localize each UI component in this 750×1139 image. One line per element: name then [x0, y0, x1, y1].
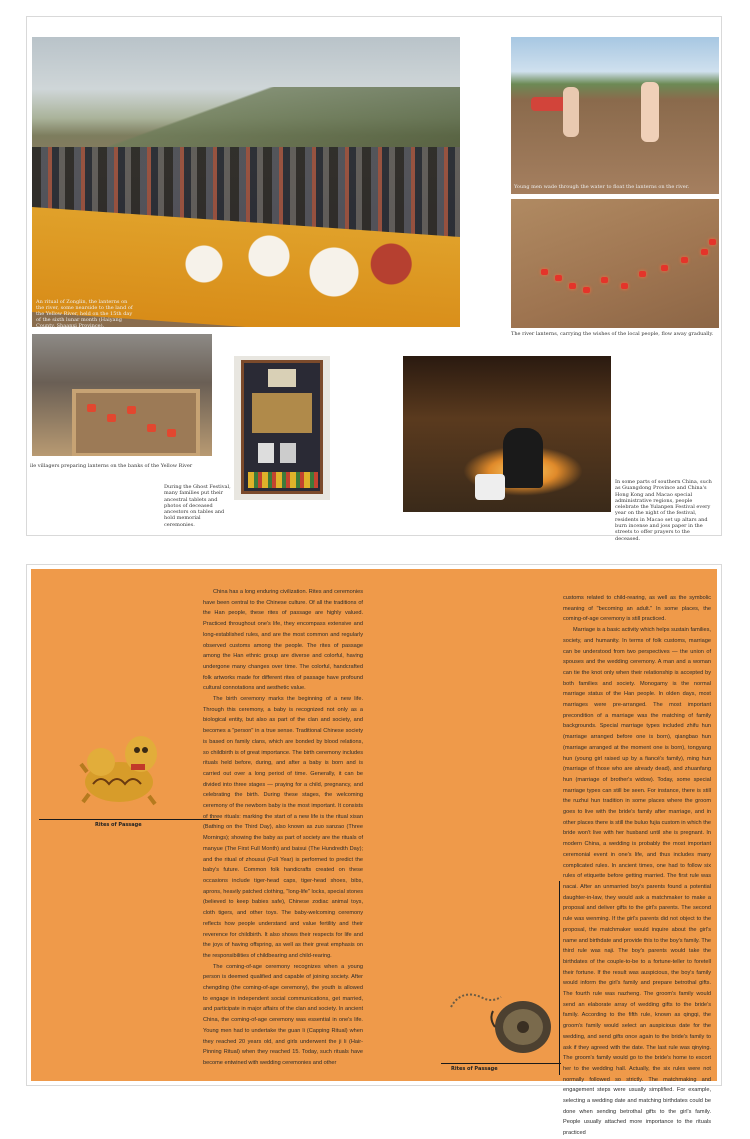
- lantern: [107, 414, 116, 422]
- paragraph: The coming-of-age ceremony recognizes when a young person is deemed qualified and capable of joining society. After chengding (the coming-of-age ceremony), the youth is allowed to engage in independent social communications, get married, and participate in major affairs of the clan and society. In ancient China, the coming-of-age ceremony was essential in one's life. Young men had to undertake the guan li (Capping Ritual) when they reached 20 years old, and girls underwent the ji li (Hair-Pinning Ritual) when they reached 15. Today, such rituals have become entwined with wedding ceremonies and other: [203, 963, 363, 1066]
- paragraph: The birth ceremony marks the beginning of a new life. Through this ceremony, a baby is recognized not only as a biological entity, but also as part of the clan and society, and becomes a "person" in a true sense. Traditional Chinese society is based on family clans, which are bonded by blood relations, so childbirth is of great importance. The birth ceremony includes rituals held before, during, and after a baby is born and is carried out over a long period of time. Generally, it can be divided into three stages — praying for a child, pregnancy, and celebrating the birth. During these stages, the welcoming ceremony of the newborn baby is the most important. It consists of three rituals: marking the start of a new life is the ritual xisan (Bathing on the Third Day), also known as zuo sanzao (Three Mornings); showing the baby as part of society are the rituals of manyue (The First Full Month) and baisui (The Hundredth Day); and the ritual of zhousui (Full Year) is performed to predict the baby's future. Common folk handicrafts created on these occasions include tiger-head caps, tiger-head shoes, bibs, aprons, heavily patched clothing, "long-life" locks, special stones (believed to keep babies safe), Chinese zodiac animal toys, cloth tigers, and other toys. The baby-welcoming ceremony reflects how people understand and value fertility and their reverence for childbirth. It also shows their respects for life and the joys of having offspring, as well as their great emphasis on the responsibilities of childbearing and child-rearing.: [203, 696, 363, 959]
- section-label-left: Rites of Passage: [95, 822, 142, 828]
- lantern: [601, 277, 608, 283]
- lantern: [167, 429, 176, 437]
- orange-page-background: [31, 569, 717, 1137]
- river-men-caption: Young men wade through the water to float the lanterns on the river.: [514, 184, 690, 190]
- lantern: [555, 275, 562, 281]
- lantern: [541, 269, 548, 275]
- lantern-ritual-photo: [32, 37, 460, 327]
- night-offering-photo: [403, 356, 611, 512]
- river-lanterns-caption: The river lanterns, carrying the wishes of the local people, flow away gradually.: [511, 331, 714, 337]
- kneeling-woman: [503, 428, 543, 488]
- shrine-cabinet: [241, 360, 323, 494]
- shrine-panel: [268, 369, 296, 387]
- lantern: [709, 239, 716, 245]
- section-rule-left: [39, 819, 219, 820]
- steamed-buns: [152, 232, 412, 312]
- lantern: [681, 257, 688, 263]
- mountain-shape: [32, 87, 460, 147]
- section-label-right: Rites of Passage: [451, 1066, 498, 1072]
- lantern: [147, 424, 156, 432]
- lantern: [621, 283, 628, 289]
- ancestor-portrait: [280, 443, 296, 463]
- lantern: [127, 406, 136, 414]
- villagers-caption: ile villagers preparing lanterns on the banks of the Yellow River: [30, 463, 193, 469]
- article-column-1: [203, 587, 363, 1069]
- lantern: [569, 283, 576, 289]
- photo-spread: [26, 16, 722, 542]
- longevity-lock-image: [441, 987, 553, 1057]
- wading-man: [563, 87, 579, 137]
- ancestor-portrait: [258, 443, 274, 463]
- ancestral-shrine-photo: [234, 356, 330, 500]
- lantern: [639, 271, 646, 277]
- river-men-photo: [511, 37, 719, 194]
- river-lanterns-photo: [511, 199, 719, 328]
- column-rule: [559, 881, 560, 1075]
- lantern-tray: [72, 389, 200, 456]
- lantern: [701, 249, 708, 255]
- text-spread: [26, 564, 722, 1137]
- offering-flowers: [248, 472, 318, 488]
- wading-man: [641, 82, 659, 142]
- ghost-festival-caption: During the Ghost Festival, many families put their ancestral tablets and photos of deceased ancestors on tables and hold memorial ceremonies.: [164, 484, 231, 528]
- paragraph: China has a long enduring civilization. Rites and ceremonies have been central to the Chinese culture. Of all the traditions of the Han people, these rites of passage are highly valued. Practiced throughout one's life, they encompass extensive and long-established rules, and are the most common and regularly observed customs among the people. The rites of passage among the Han ethnic group are diverse and colorful, having undergone many changes over time. The colorful, handcrafted folk artworks made for different rites of passage have profound cultural connotations and aesthetic value.: [203, 589, 363, 692]
- lantern: [583, 287, 590, 293]
- paragraph: customs related to child-rearing, as well as the symbolic meaning of "becoming an adult." In some places, the coming-of-age ceremony is still practiced.: [563, 595, 711, 623]
- cloth-tiger-toy-image: [79, 724, 161, 810]
- lantern: [87, 404, 96, 412]
- shrine-panel: [252, 393, 312, 433]
- paper-bag: [475, 474, 505, 500]
- villagers-photo: [32, 334, 212, 456]
- hungry-ghost-caption: In some parts of southern China, such as Guangdong Province and China's Hong Kong and Macao special administrative regions, people celebrate the Yulanpen Festival every year on the night of the festival, residents in Macao set up altars and burn incense and joss paper in the streets to offer prayers to the deceased.: [615, 479, 712, 542]
- lantern: [661, 265, 668, 271]
- section-rule-right: [441, 1063, 561, 1064]
- article-column-2: [563, 593, 711, 1139]
- main-photo-caption: An ritual of Zonglin, the lanterns on the river, some nearside to the land of the Yellow River, held on the 15th day of the sixth lunar month (Haiyang County, Shaanxi Province).: [36, 299, 133, 327]
- paragraph: Marriage is a basic activity which helps sustain families, society, and humanity. In terms of folk customs, marriage can be understood from two perspectives — the union of spouses and the wedding ceremony. A man and a woman can tie the knot only when their relationship is accepted by both families and society. Monogamy is the normal marriage status of the Han people. In olden days, most marriages were pre-arranged. The most important precondition of a marriage was the matching of family backgrounds. Special marriage types included zhifu hun (marriage arranged before one is born), qiangbao hun (marriage arranged at the moment one is born), tongyang hun (young girl raised up by a fiancé's family), ming hun (marriage of those who are already dead), and zhuanfang hun (marriage of brother's widow). Today, some special marriage types can still be seen. For instance, there is still the ruzhui hun tradition in some places where the groom goes to live with the bride's family after marriage, and in other places there is still the buluo fujia custom in which the bride won't live with her husband until she is pregnant. In modern China, a wedding is probably the most important ceremonial event in one's life, and thus includes many complicated rules. In ancient times, one had to follow six rules of etiquette before getting married. The first rule was nacai. After an unmarried boy's parents found a potential daughter-in-law, they would ask a matchmaker to make a proposal and deliver gifts to the girl's parents. The second rule was wenming. If the girl's parents did not object to the proposal, the matchmaker would inquire about the girl's name and birthdate and provide this to the boy's family. The third rule was naji. The boy's parents would take the birthdates of the couple-to-be to a fortune-teller to foretell their fortune. If the result was auspicious, the boy's family would inform the girl's family and prepare betrothal gifts. The fourth rule was nazheng. The groom's family would send an elaborate array of wedding gifts to the bride's family. According to the fifth rule, known as qingqi, the groom's family would select an auspicious date for the wedding, and send gifts once again to the bride's family to ask if they agreed with the date. The last rule was qinying. The groom's family would go to the bride's home to escort her to the wedding hall. Actually, the six rules were not normally followed so strictly. The matchmaking and engagement steps were usually simplified. For example, selecting a wedding date and matching birthdates could be done when sending betrothal gifts to the girl's family. People usually attached more importance to the rituals practiced: [563, 627, 711, 1137]
